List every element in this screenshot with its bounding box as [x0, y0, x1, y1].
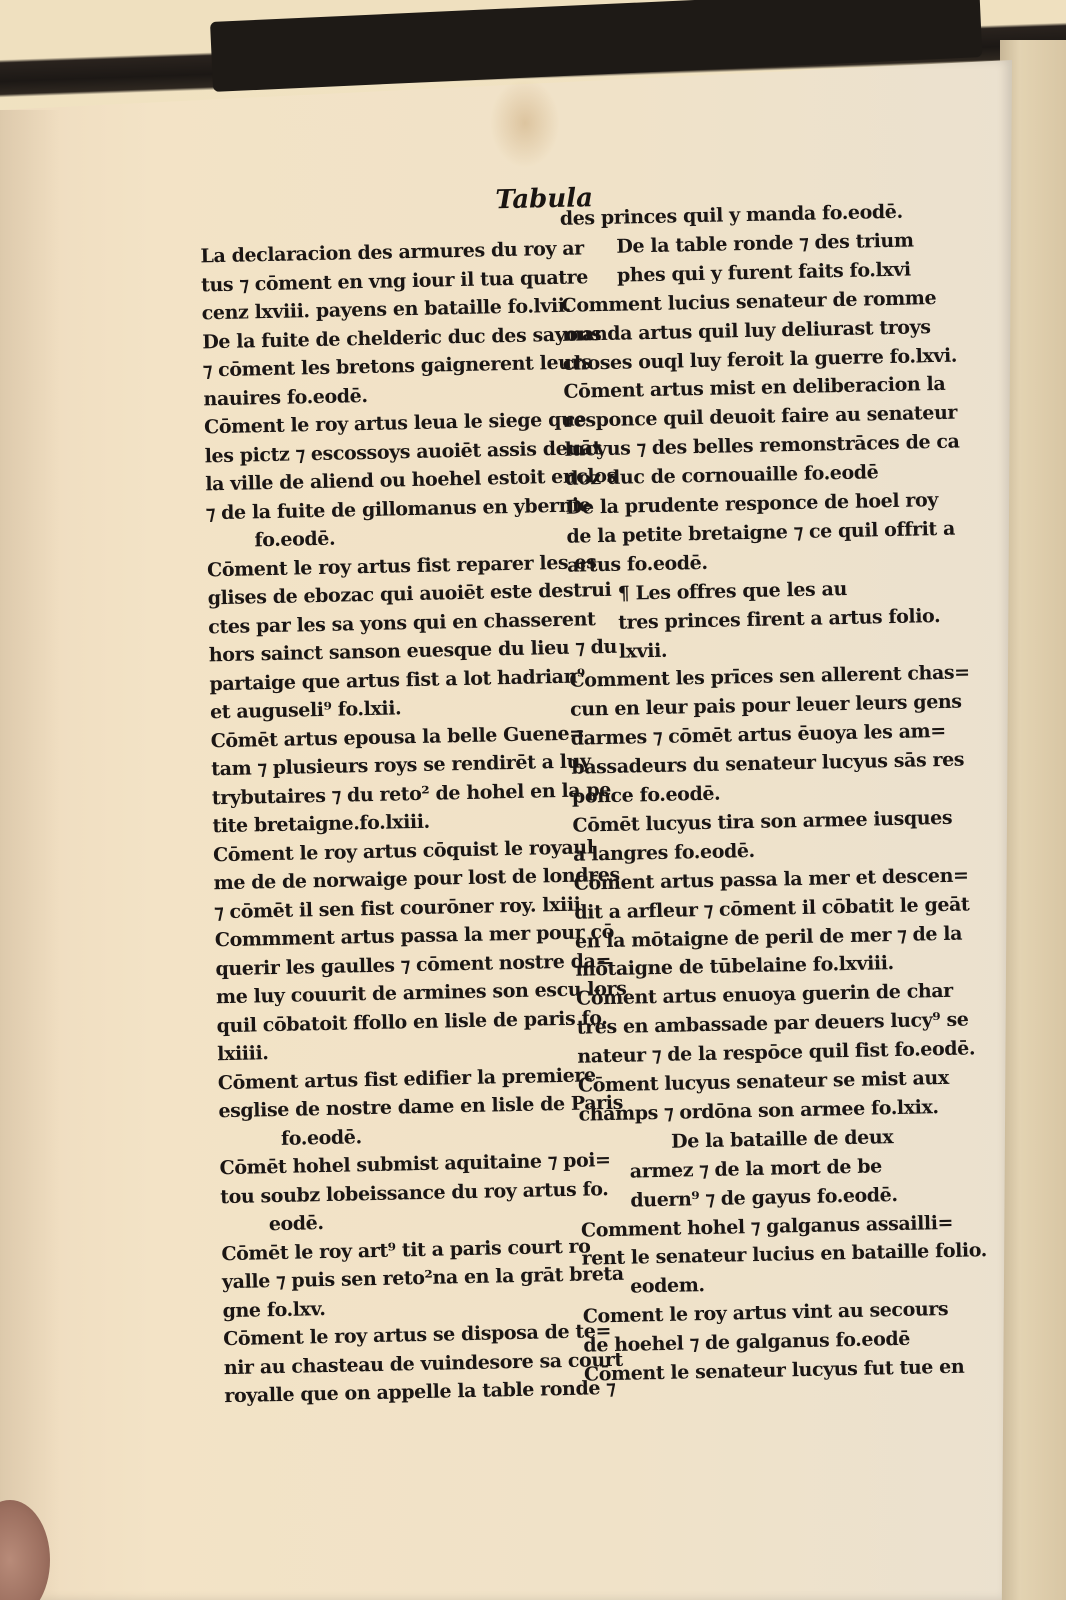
left_column-line: nauires fo.eodē.	[203, 384, 368, 410]
left_column-line: trybutaires ⁊ du reto² de hohel en la pe	[211, 778, 612, 809]
left_column-line: tou soubz lobeissance du roy artus fo.	[220, 1177, 609, 1208]
right_column-line: dit a arfleur ⁊ cōment il cōbatit le geāt	[574, 893, 970, 924]
right_column-line: Comment lucius senateur de romme	[561, 286, 937, 317]
left_column-line: quil cōbatoit ffollo en lisle de paris fo.	[216, 1006, 608, 1037]
left_column-line: Cōmēt artus epousa la belle Guene=	[210, 721, 585, 752]
running-header: Tabula	[495, 183, 594, 216]
right_column-line: Comment les prīces sen allerent chas=	[569, 661, 970, 693]
left_column-line: querir les gaulles ⁊ cōment nostre da=	[215, 949, 612, 980]
right_column-line: armez ⁊ de la mort de be	[629, 1155, 883, 1183]
right_column-line: de la petite bretaigne ⁊ ce quil offrit a	[566, 517, 956, 548]
right_column-line: doz duc de cornouaille fo.eodē	[565, 461, 879, 490]
left_column-line: fo.eodē.	[254, 527, 336, 552]
right_column-line: ¶ Les offres que les au	[617, 577, 848, 605]
left_column-line: me luy couurit de armines son escu lors	[215, 977, 627, 1009]
left_column-line: les pictz ⁊ escossoys auoiēt assis deuāt	[204, 436, 602, 467]
left_column-line: De la fuite de chelderic duc des sayons	[202, 322, 602, 353]
right_column-line: Comment hohel ⁊ galganus assailli=	[580, 1211, 954, 1242]
right_column-line: darmes ⁊ cōmēt artus ēuoya les am=	[570, 720, 946, 750]
right_column-line: duern⁹ ⁊ de gayus fo.eodē.	[630, 1183, 898, 1212]
right_column-line: de hoehel ⁊ de galganus fo.eodē	[583, 1327, 911, 1357]
right_column-line: mōtaigne de tūbelaine fo.lxviii.	[575, 952, 895, 982]
left_column-line: hors sainct sanson euesque du lieu ⁊ du	[208, 635, 618, 667]
right_column-line: De la prudente responce de hoel roy	[565, 489, 939, 519]
right_column-line: eodem.	[629, 1274, 705, 1298]
left_column-line: ⁊ de la fuite de gillomanus en ybernie	[205, 493, 591, 524]
right_column-line: rent le senateur lucius en bataille folio.	[581, 1239, 988, 1271]
right_column-line: Coment le roy artus vint au secours	[582, 1298, 949, 1328]
left_column-line: royalle que on appelle la table ronde ⁊	[224, 1376, 616, 1408]
left_column-line: Cōmēt hohel submist aquitaine ⁊ poi=	[219, 1149, 611, 1180]
right_column-line: phes qui y furent faits fo.lxvi	[616, 258, 911, 287]
right_column-line: cun en leur pais pour leuer leurs gens	[569, 690, 962, 722]
right_column-line: en la mōtaigne de peril de mer ⁊ de la	[574, 922, 963, 953]
right_column-line: De la bataille de deux	[670, 1125, 894, 1153]
left_column-line: glises de ebozac qui auoiēt este destrui	[207, 578, 612, 610]
right_column-line: choses ouql luy feroit la guerre fo.lxvi.	[562, 344, 958, 375]
left_column-line: me de de norwaige pour lost de londres	[213, 863, 620, 895]
right_column-line: responce quil deuoit faire au senateur	[563, 401, 958, 433]
left_column-line: tam ⁊ plusieurs roys se rendirēt a luy	[211, 750, 591, 781]
left_column-line: yalle ⁊ puis sen reto²na en la grāt breta	[221, 1262, 624, 1294]
left_column-line: ⁊ cōmēt il sen fist courōner roy. lxiii	[214, 893, 581, 923]
right_column-line: lucyus ⁊ des belles remonstrāces de ca	[564, 430, 960, 462]
right_column-line: Cōment artus passa la mer et descen=	[573, 864, 969, 895]
right_column-line: tres en ambassade par deuers lucy⁹ se	[576, 1008, 969, 1039]
right_column-line: tres princes firent a artus folio.	[618, 604, 941, 634]
left_column-line: Commment artus passa la mer pour cō	[214, 920, 615, 952]
right_column-line: Cōment artus mist en deliberacion la	[563, 373, 946, 404]
right_column-line: Cōment le senateur lucyus fut tue en	[583, 1355, 965, 1386]
left_column-line: Cōmēt le roy art⁹ tit a paris court ro	[221, 1234, 591, 1265]
right_column-line: Cōment lucyus senateur se mist aux	[577, 1066, 949, 1097]
left_column-line: tite bretaigne.fo.lxiii.	[212, 810, 430, 838]
left_column-line: gne fo.lxv.	[222, 1297, 326, 1322]
left_column-line: partaige que artus fist a lot hadrian⁹	[209, 664, 586, 695]
left_column-line: Cōment artus fist edifier la premiere	[217, 1063, 596, 1094]
left_column-line: tus ⁊ cōment en vng iour il tua quatre	[200, 265, 589, 296]
left_column-line: Cōment le roy artus leua le siege que	[203, 408, 587, 439]
right_column-line: des princes quil y manda fo.eodē.	[559, 200, 903, 230]
left_column-line: fo.eodē.	[280, 1125, 362, 1150]
left_column-line: eodē.	[268, 1212, 324, 1236]
right_column-line: champs ⁊ ordōna son armee fo.lxix.	[578, 1096, 939, 1126]
left_column-line: ctes par les sa yons qui en chasserent	[208, 607, 596, 638]
right_column-line: De la table ronde ⁊ des trium	[616, 229, 914, 258]
left_column-line: Cōment le roy artus cōquist le royaul	[212, 835, 594, 866]
right_column-line: manda artus quil luy deliurast troys	[562, 315, 931, 346]
left_column-line: lxiiii.	[217, 1042, 269, 1066]
left_column-line: ⁊ cōment les bretons gaignerent leurs	[202, 351, 592, 382]
right_column-line: nateur ⁊ de la respōce quil fist fo.eodē.	[577, 1037, 976, 1068]
right_column-line: a langres fo.eodē.	[572, 839, 755, 866]
right_column-line: ponce fo.eodē.	[571, 782, 721, 808]
left_column-line: esglise de nostre dame en lisle de Paris	[218, 1091, 624, 1123]
right_column-line: lxvii.	[618, 639, 668, 663]
right_column-line: Cōmēt lucyus tira son armee iusques	[572, 806, 953, 837]
left_column-line: et auguseli⁹ fo.lxii.	[209, 697, 402, 724]
left_column-line: cenz lxviii. payens en bataille fo.lvii.	[201, 294, 572, 325]
left_column-line: nir au chasteau de vuindesore sa court	[223, 1348, 623, 1379]
left_column-line: La declaracion des armures du roy ar	[200, 237, 584, 268]
left_column-line: Cōment le roy artus fist reparer les es	[206, 550, 597, 581]
right_column-line: bassadeurs du senateur lucyus sās res	[571, 748, 965, 779]
right_column-line: Cōment artus enuoya guerin de char	[575, 980, 954, 1010]
left_column-line: la ville de aliend ou hoehel estoit enclos	[205, 464, 618, 496]
left_column-line: Cōment le roy artus se disposa de te=	[222, 1320, 612, 1351]
right_column-line: artus fo.eodē.	[566, 551, 708, 577]
